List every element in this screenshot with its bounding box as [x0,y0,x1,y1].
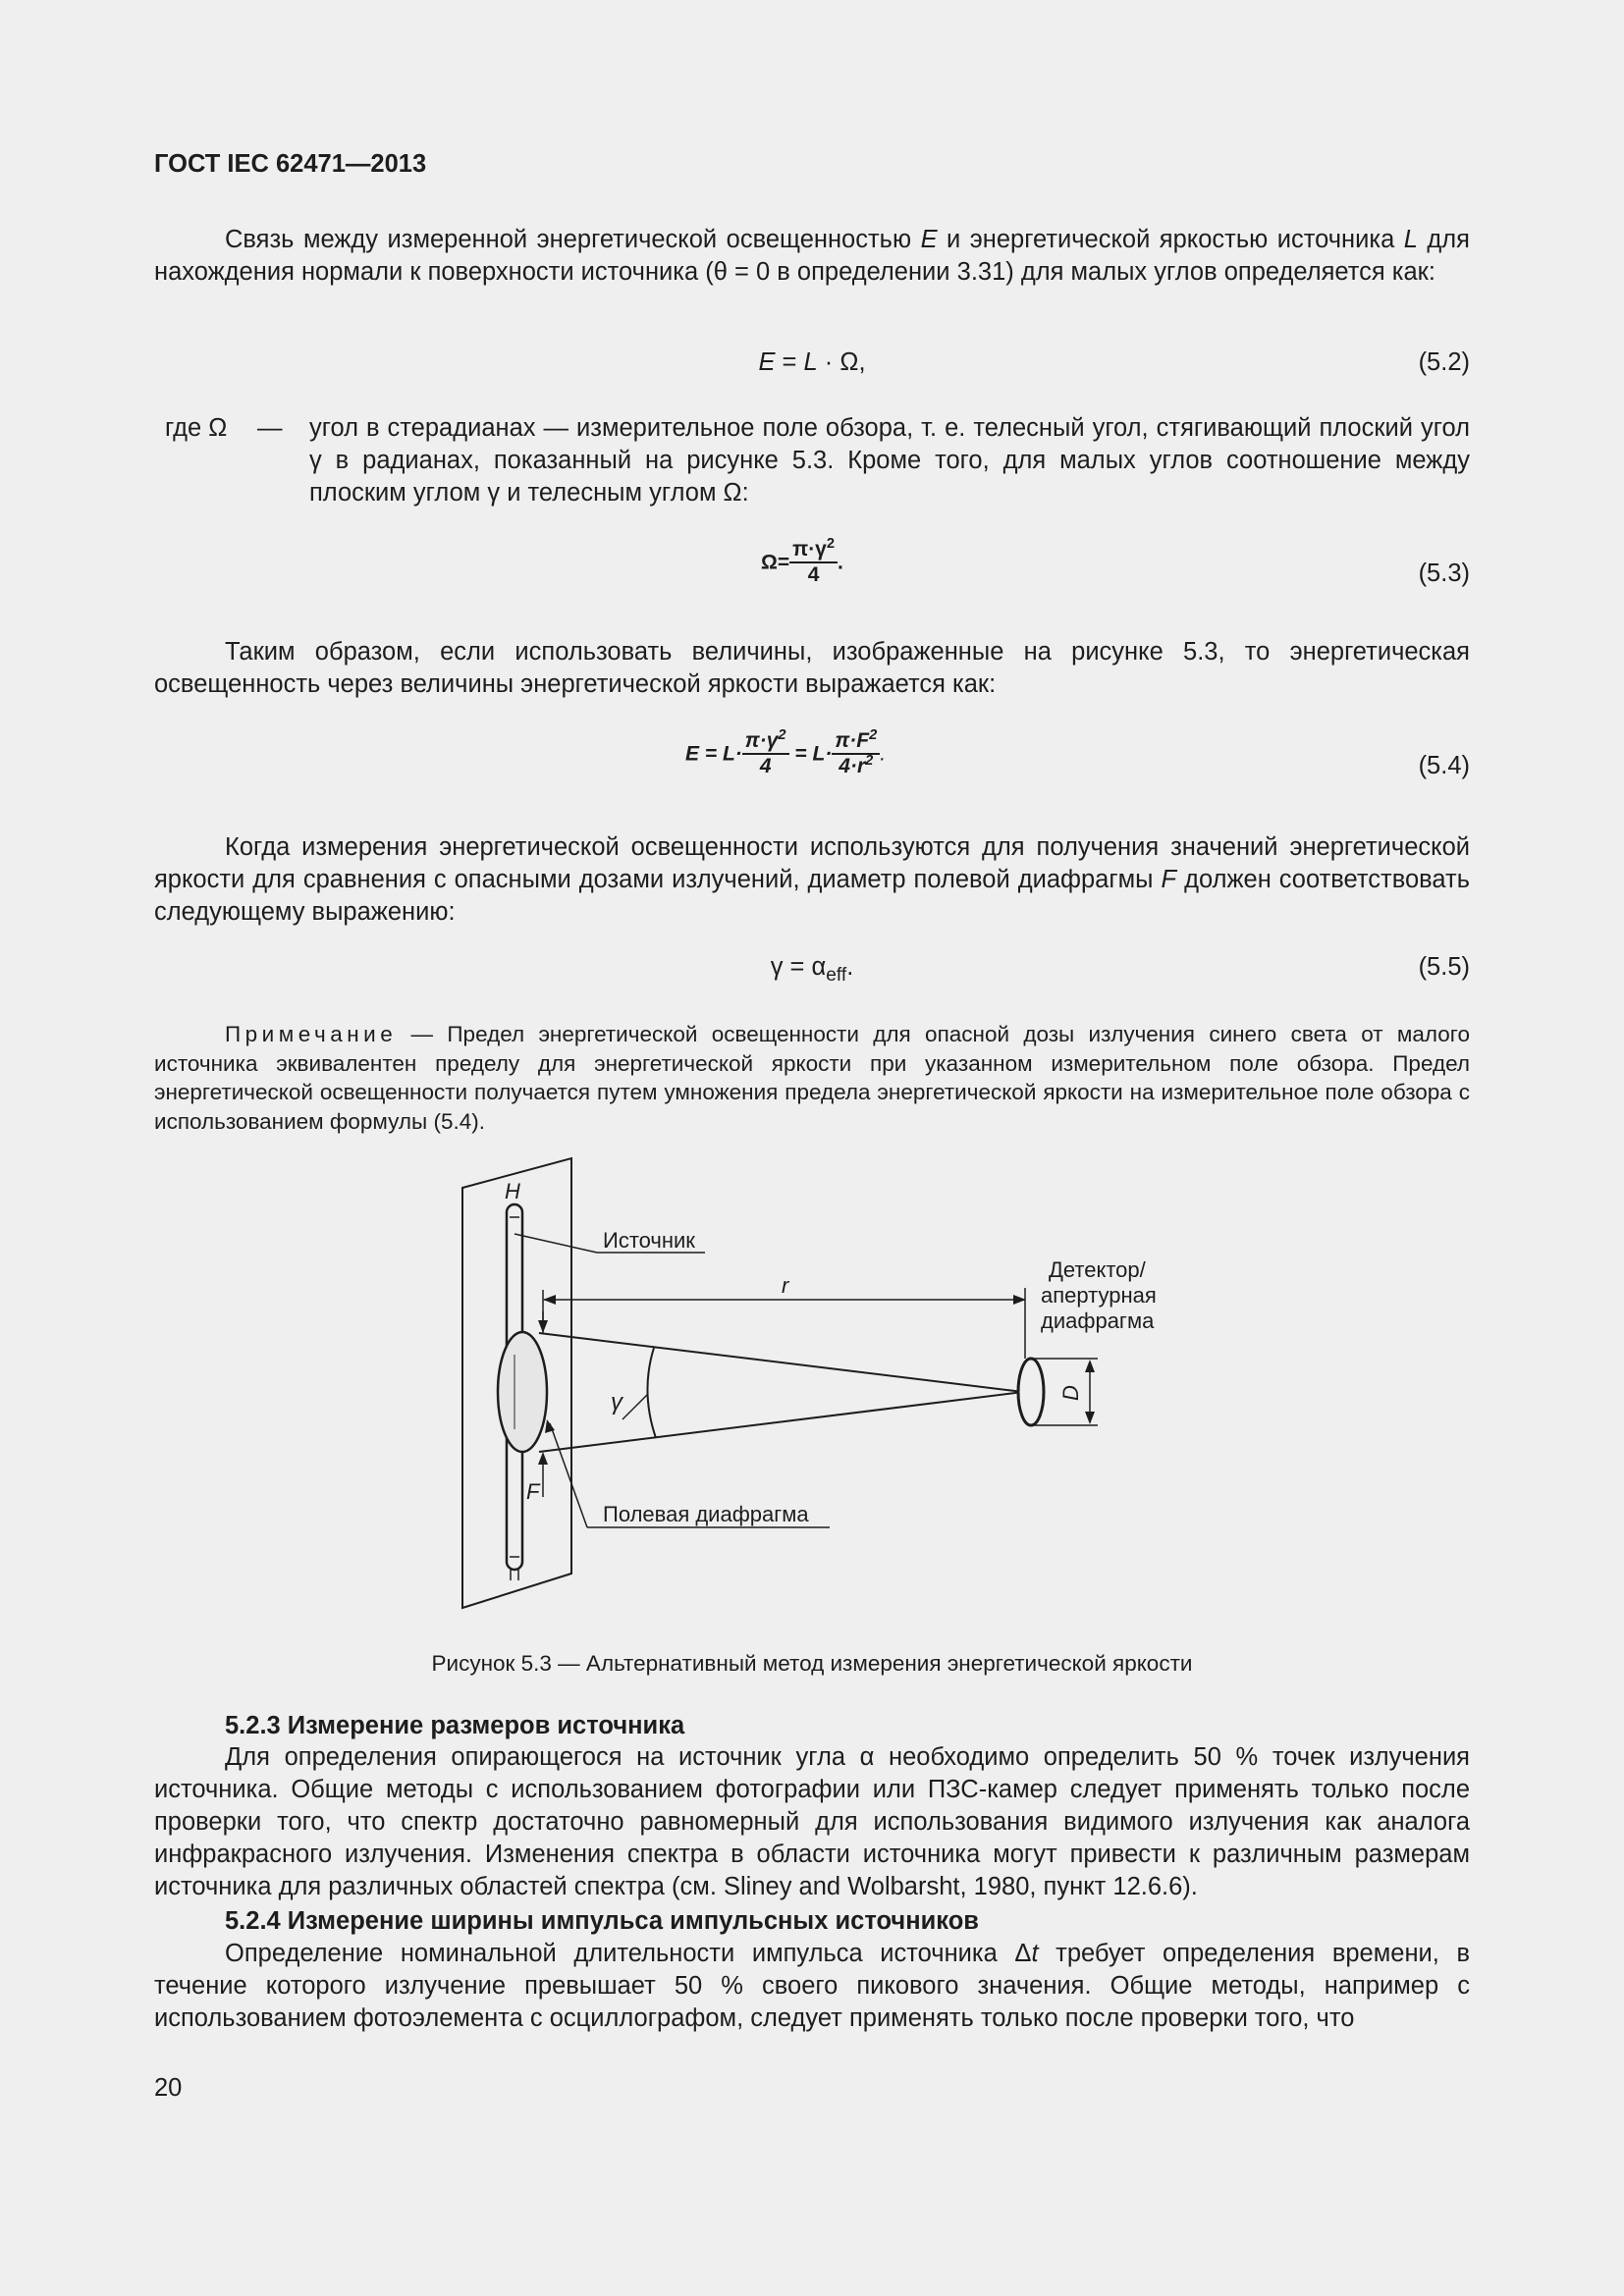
intro-paragraph: Связь между измеренной энергетической освещенностью E и энергетической яркостью источника L для нахождения нормали к поверхности источника (θ = 0 в определении 3.31) для малых углов определяется как: [154,226,1470,286]
note: Примечание — Предел энергетической освещенности для опасной дозы излучения синего света от малого источника эквивалентен пределу для энергетической яркости при указанном измерительном поле обзора. Предел энергетической освещенности получается путем умножения предела энергетической яркости на измерительное поле обзора с использованием формулы (5.4). [154,1022,1470,1134]
equation-5-2: E = L · Ω, [758,348,866,376]
label-detector-2: апертурная [1041,1283,1157,1308]
equation-5-5: $\gamma = \alpha_{eff}$. [770,953,854,987]
document-header: ГОСТ IEC 62471—2013 [154,150,427,178]
equation-5-4: E = L· $\frac{\pi\cdot\gamma^2}{4}$ = L· $\frac{\pi\cdot F^2}{4\cdot r^2}$ . [685,727,887,777]
equation-5-3: Ω= $\frac{\pi\cdot\gamma^2}{4}$ . [761,536,843,586]
equation-5-3-number: (5.3) [1418,560,1470,587]
label-h: H [505,1179,520,1203]
label-detector-1: Детектор/ [1049,1257,1146,1282]
cone-upper-edge [539,1333,1023,1392]
field-stop-ellipse [498,1332,547,1452]
equation-5-5-number: (5.5) [1418,953,1470,981]
where-label: где Ω [165,414,228,442]
section-5-2-4-title: 5.2.4 Измерение ширины импульса импульсных источников [225,1907,979,1935]
label-r: r [782,1273,789,1298]
gamma-arc [647,1348,656,1438]
paragraph-2: Таким образом, если использовать величины, изображенные на рисунке 5.3, то энергетическая освещенность через величины энергетической яркости выражается как: [154,638,1470,698]
where-dash: — [257,414,283,442]
detector-aperture [1018,1359,1044,1425]
figure-caption: Рисунок 5.3 — Альтернативный метод измерения энергетической яркости [431,1651,1193,1676]
equation-5-4-number: (5.4) [1418,752,1470,779]
where-definition: угол в стерадианах — измерительное поле обзора, т. е. телесный угол, стягивающий плоский угол γ в радианах, показанный на рисунке 5.3. Кроме того, для малых углов соотношение между плоским углом γ и телесным углом Ω: [309,414,1470,507]
label-source: Источник [603,1228,695,1253]
label-field-stop: Полевая диафрагма [603,1502,809,1526]
section-5-2-3-text: Для определения опирающегося на источник угла α необходимо определить 50 % точек излучения источника. Общие методы с использованием фотографии или ПЗС-камер следует применять только после проверки того, что спектр достаточно равномерный для использования видимого излучения как аналога инфракрасного излучения. Изменения спектра в области источника могут привести к различным размерам источника для различных областей спектра (см. Sliney and Wolbarsht, 1980, пункт 12.6.6). [154,1743,1470,1900]
page-number: 20 [154,2074,183,2102]
label-d: D [1058,1385,1083,1401]
section-5-2-3-title: 5.2.3 Измерение размеров источника [225,1712,685,1739]
label-f: F [526,1479,540,1504]
section-5-2-4-text: Определение номинальной длительности импульса источника Δt требует определения времени, в течение которого излучение превышает 50 % своего пикового значения. Общие методы, например с использованием фотоэлемента с осциллографом, следует применять только после проверки того, что [154,1940,1470,2032]
label-gamma: γ [611,1389,623,1415]
equation-5-2-number: (5.2) [1418,348,1470,376]
paragraph-3: Когда измерения энергетической освещенности используются для получения значений энергетической яркости для сравнения с опасными дозами излучений, диаметр полевой диафрагмы F должен соответствовать следующему выражению: [154,833,1470,926]
label-detector-3: диафрагма [1041,1308,1155,1333]
